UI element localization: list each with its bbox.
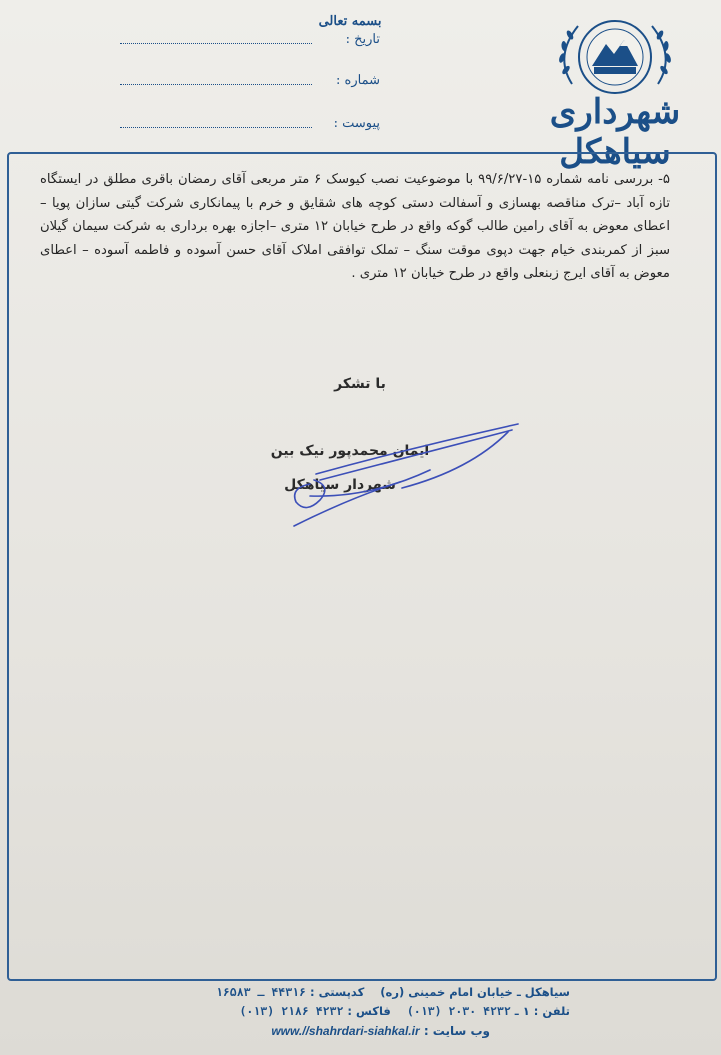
footer-website[interactable]: www.//shahrdari-siahkal.ir (271, 1024, 420, 1038)
letter-body (40, 168, 670, 286)
footer-fax-label: فاکس : (347, 1004, 391, 1018)
emblem-icon (520, 10, 710, 100)
number-label: شماره : (336, 73, 380, 88)
date-dotted-line (120, 43, 312, 44)
footer-postal-code: ۴۴۳۱۶ ـ ۱۶۵۸۳ (215, 985, 306, 999)
attachment-dotted-line (120, 127, 312, 128)
letter-paragraph: ۵- بررسی نامه شماره ۱۵-۹۹/۶/۲۷ با موضوعیت نصب کیوسک ۶ متر مربعی آقای رمضان باقری مطلق در ایستگاه تازه آباد –ترک مناقصه بهسازی و آسفالت دستی کوچه های شقایق و خرم با پیمانکاری شرکت گیتی سازان پویا – اعطای معوض به آقای رامین طالب گوکه واقع در طرح خیابان ۱۲ متری –اجازه بهره برداری به شرکت سیمان گیلان سبز از کمربندی خیام جهت دپوی موقت سنگ – تملک توافقی املاک آقای حسن آسوده و فاطمه آسوده – اعطای معوض به آقای ایرج زبنعلی واقع در طرح خیابان ۱۲ متری . (40, 172, 670, 281)
municipality-logo (520, 10, 710, 172)
footer-website-line (230, 1024, 490, 1038)
logo-wordmark: شهرداری سیاهکل (549, 92, 681, 172)
attachment-field (120, 112, 380, 136)
footer-contact-line (170, 1004, 570, 1018)
footer-fax: ۴۲۳۲ ۲۱۸۶ (۰۱۳) (239, 1004, 344, 1018)
footer-phone: ۴۲۳۲ ۲۰۳۰ (۰۱۳) (406, 1004, 511, 1018)
footer-address-line (170, 985, 570, 999)
footer-web-label: وب سایت : (423, 1024, 490, 1038)
signer-name: ایمان محمدپور نیک بین (270, 443, 430, 459)
number-field (120, 69, 380, 93)
footer-postal-label: کدپستی : (309, 985, 365, 999)
date-label: تاریخ : (345, 32, 380, 47)
date-field (120, 28, 380, 52)
attachment-label: پیوست : (333, 116, 380, 131)
footer-address: سیاهکل ـ خیابان امام خمینی (ره) (380, 985, 570, 999)
bismillah-heading: بسمه تعالی (318, 14, 382, 29)
signer-title: شهردار سیاهکل (284, 477, 396, 493)
number-dotted-line (120, 84, 312, 85)
footer-phone-label: تلفن : ۱ ـ (514, 1004, 570, 1018)
closing-text: با تشکر (334, 376, 386, 392)
handwritten-signature (280, 418, 530, 533)
